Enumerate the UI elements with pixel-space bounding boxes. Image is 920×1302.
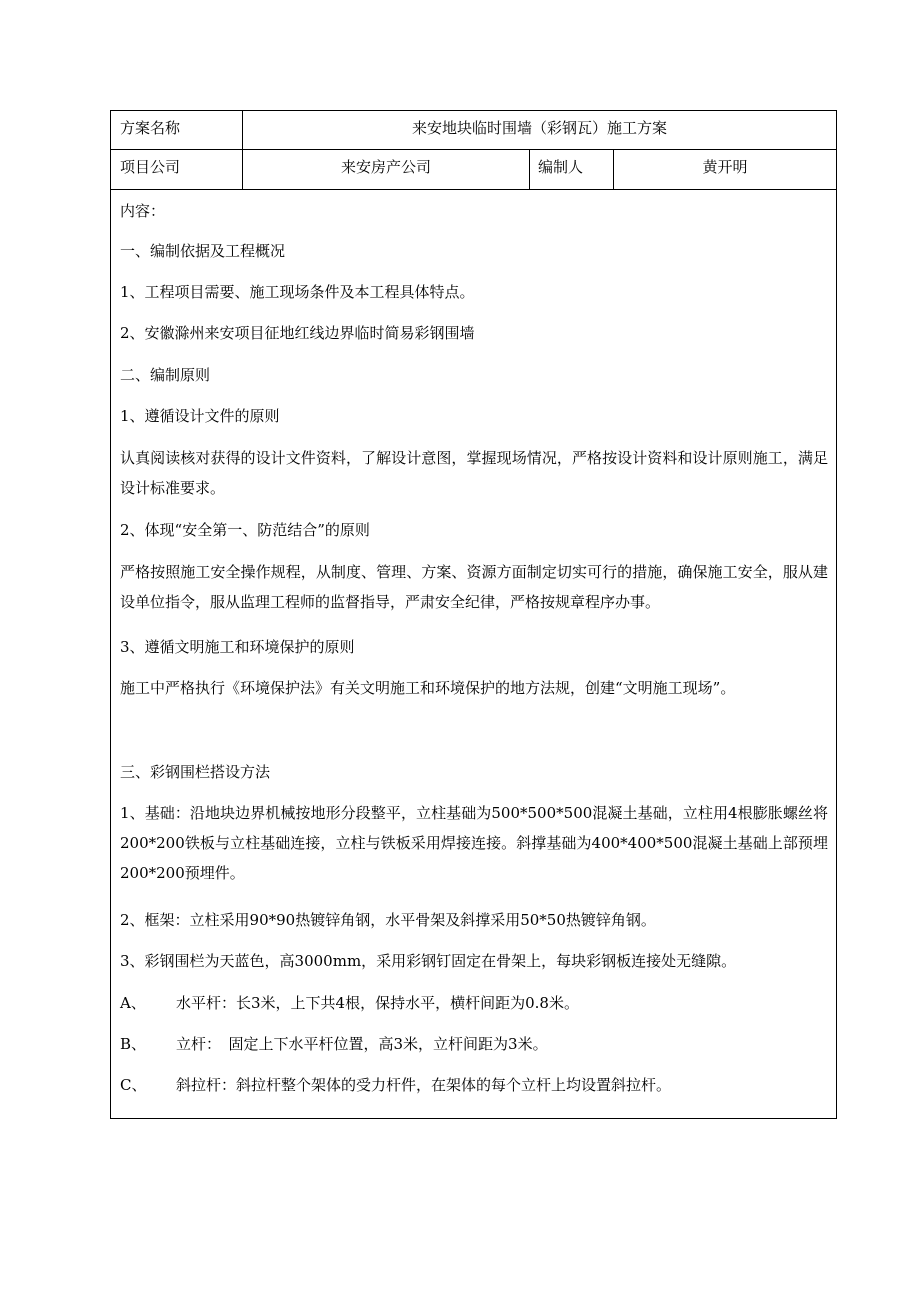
section-2-3-body: 施工中严格执行《环境保护法》有关文明施工和环境保护的地方法规，创建“文明施工现场”。 [120,679,736,697]
list-item-text: 立杆： 固定上下水平杆位置，高3米，立杆间距为3米。 [176,1035,548,1053]
section-3-item-1: 1、基础：沿地块边界机械按地形分段整平，立柱基础为500*500*500混凝土基础，立柱用4根膨胀螺丝将200*200铁板与立柱基础连接，立柱与铁板采用焊接连接。斜撑基础为400*400*500混凝土基础上部预埋200*200预埋件。 [120,804,828,882]
section-2-2-body: 严格按照施工安全操作规程，从制度、管理、方案、资源方面制定切实可行的措施，确保施工安全，服从建设单位指令，服从监理工程师的监督指导，严肃安全纪律，严格按规章程序办事。 [120,563,828,611]
editor-label: 编制人 [529,150,613,189]
list-item [120,988,828,1018]
section-1-item-1: 1、工程项目需要、施工现场条件及本工程具体特点。 [120,283,475,301]
plan-name-value: 来安地块临时围墙（彩钢瓦）施工方案 [242,111,836,149]
plan-name-row [111,111,836,150]
list-item-text: 水平杆：长3米，上下共4根，保持水平，横杆间距为0.8米。 [176,994,579,1012]
list-item-mark: B、 [120,1035,147,1053]
section-1-title: 一、编制依据及工程概况 [120,242,286,260]
company-row [111,150,836,190]
section-1-item-2: 2、安徽滁州来安项目征地红线边界临时简易彩钢围墙 [120,324,475,342]
list-item-mark: C、 [120,1076,147,1094]
section-2-1-title: 1、遵循设计文件的原则 [120,407,280,425]
list-item [120,1070,828,1100]
list-item-mark: A、 [120,994,146,1012]
list-item [120,1029,828,1059]
section-3-item-2: 2、框架：立柱采用90*90热镀锌角钢，水平骨架及斜撑采用50*50热镀锌角钢。 [120,911,656,929]
section-3-title: 三、彩钢围栏搭设方法 [120,763,271,781]
company-value: 来安房产公司 [242,150,529,189]
section-3-item-3: 3、彩钢围栏为天蓝色，高3000mm，采用彩钢钉固定在骨架上，每块彩钢板连接处无缝隙。 [120,952,737,970]
editor-value: 黄开明 [613,150,836,189]
section-2-title: 二、编制原则 [120,366,211,384]
section-2-2-title: 2、体现“安全第一、防范结合”的原则 [120,521,370,539]
company-label: 项目公司 [120,158,181,176]
construction-plan-form [110,110,837,1119]
list-item-text: 斜拉杆：斜拉杆整个架体的受力杆件，在架体的每个立杆上均设置斜拉杆。 [176,1076,672,1094]
plan-name-label: 方案名称 [120,119,181,137]
section-2-1-body: 认真阅读核对获得的设计文件资料，了解设计意图，掌握现场情况，严格按设计资料和设计原则施工，满足设计标准要求。 [120,449,828,497]
content-intro: 内容： [120,202,166,220]
section-2-3-title: 3、遵循文明施工和环境保护的原则 [120,638,355,656]
